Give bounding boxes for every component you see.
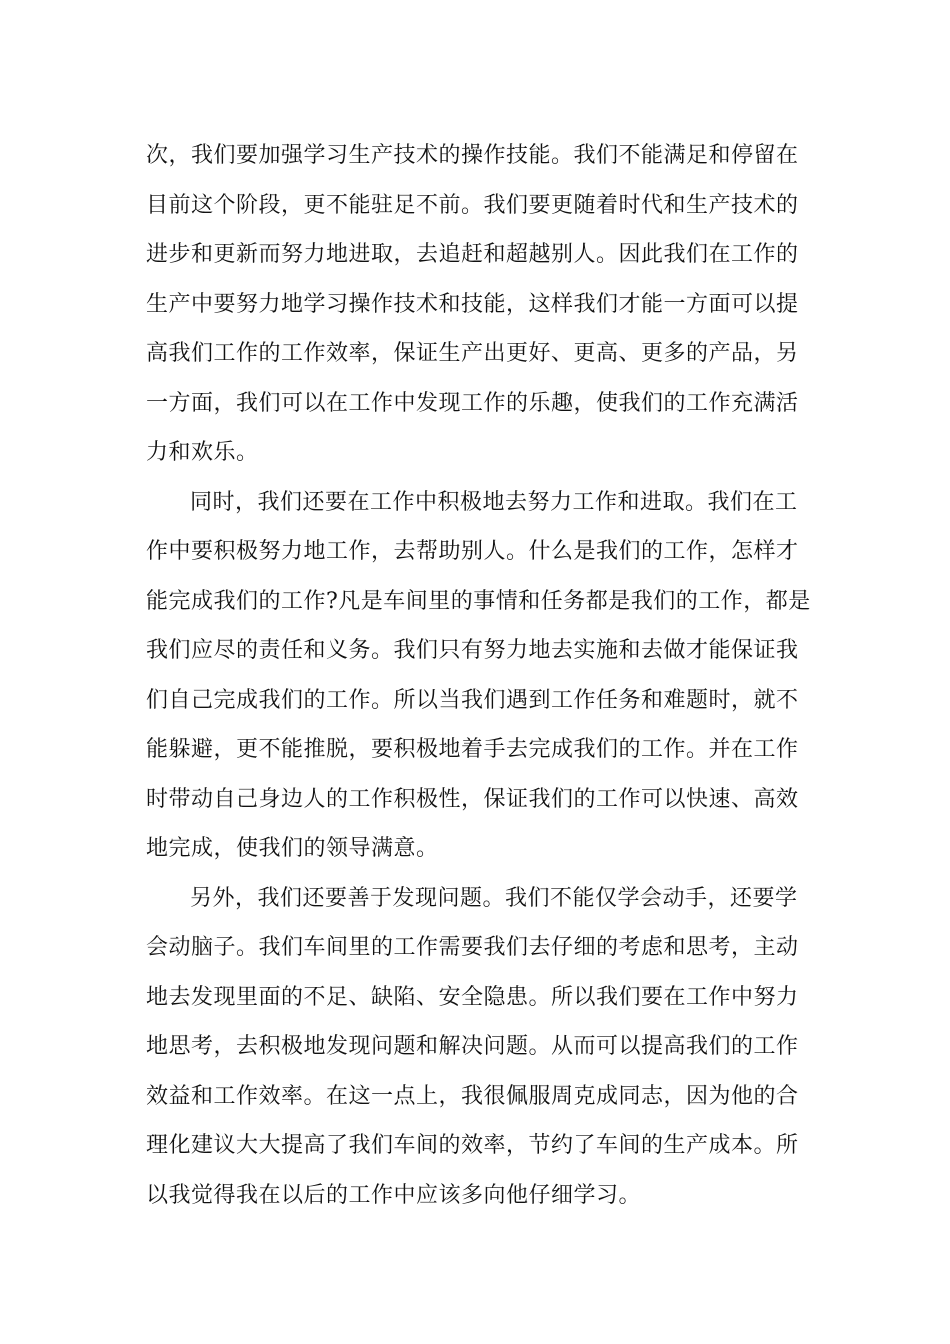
document-body [146, 131, 811, 1220]
text-line: 生产中要努力地学习操作技术和技能，这样我们才能一方面可以提 [146, 291, 799, 317]
text-line: 高我们工作的工作效率，保证生产出更好、更高、更多的产品，另 [146, 341, 799, 366]
text-line: 同时，我们还要在工作中积极地去努力工作和进取。我们在工 [190, 489, 798, 515]
paragraph-3 [146, 874, 806, 1221]
text-line: 另外，我们还要善于发现问题。我们不能仅学会动手，还要学 [190, 885, 798, 911]
text-line: 能躲避，更不能推脱，要积极地着手去完成我们的工作。并在工作 [146, 737, 799, 762]
text-line: 一方面，我们可以在工作中发现工作的乐趣，使我们的工作充满活 [146, 390, 799, 416]
text-line: 作中要积极努力地工作，去帮助别人。什么是我们的工作，怎样才 [146, 539, 799, 564]
text-line: 目前这个阶段，更不能驻足不前。我们要更随着时代和生产技术的 [146, 192, 799, 218]
text-line: 们自己完成我们的工作。所以当我们遇到工作任务和难题时，就不 [146, 687, 799, 713]
text-line: 理化建议大大提高了我们车间的效率，节约了车间的生产成本。所 [146, 1133, 799, 1158]
text-line: 效益和工作效率。在这一点上，我很佩服周克成同志，因为他的合 [146, 1083, 799, 1109]
text-line: 地去发现里面的不足、缺陷、安全隐患。所以我们要在工作中努力 [146, 984, 799, 1010]
text-line: 地思考，去积极地发现问题和解决问题。从而可以提高我们的工作 [146, 1034, 799, 1059]
text-line: 力和欢乐。 [146, 440, 259, 465]
text-line: 以我觉得我在以后的工作中应该多向他仔细学习。 [146, 1182, 642, 1208]
text-line: 进步和更新而努力地进取，去追赶和超越别人。因此我们在工作的 [146, 242, 799, 267]
text-line: 地完成，使我们的领导满意。 [146, 836, 439, 861]
text-line: 次，我们要加强学习生产技术的操作技能。我们不能满足和停留在 [146, 143, 799, 168]
text-line: 时带动自己身边人的工作积极性，保证我们的工作可以快速、高效 [146, 786, 799, 812]
text-line: 能完成我们的工作?凡是车间里的事情和任务都是我们的工作，都是 [146, 588, 811, 614]
text-line: 会动脑子。我们车间里的工作需要我们去仔细的考虑和思考，主动 [146, 935, 799, 960]
paragraph-1 [146, 131, 806, 478]
text-line: 我们应尽的责任和义务。我们只有努力地去实施和去做才能保证我 [146, 638, 799, 663]
paragraph-2 [146, 478, 811, 874]
